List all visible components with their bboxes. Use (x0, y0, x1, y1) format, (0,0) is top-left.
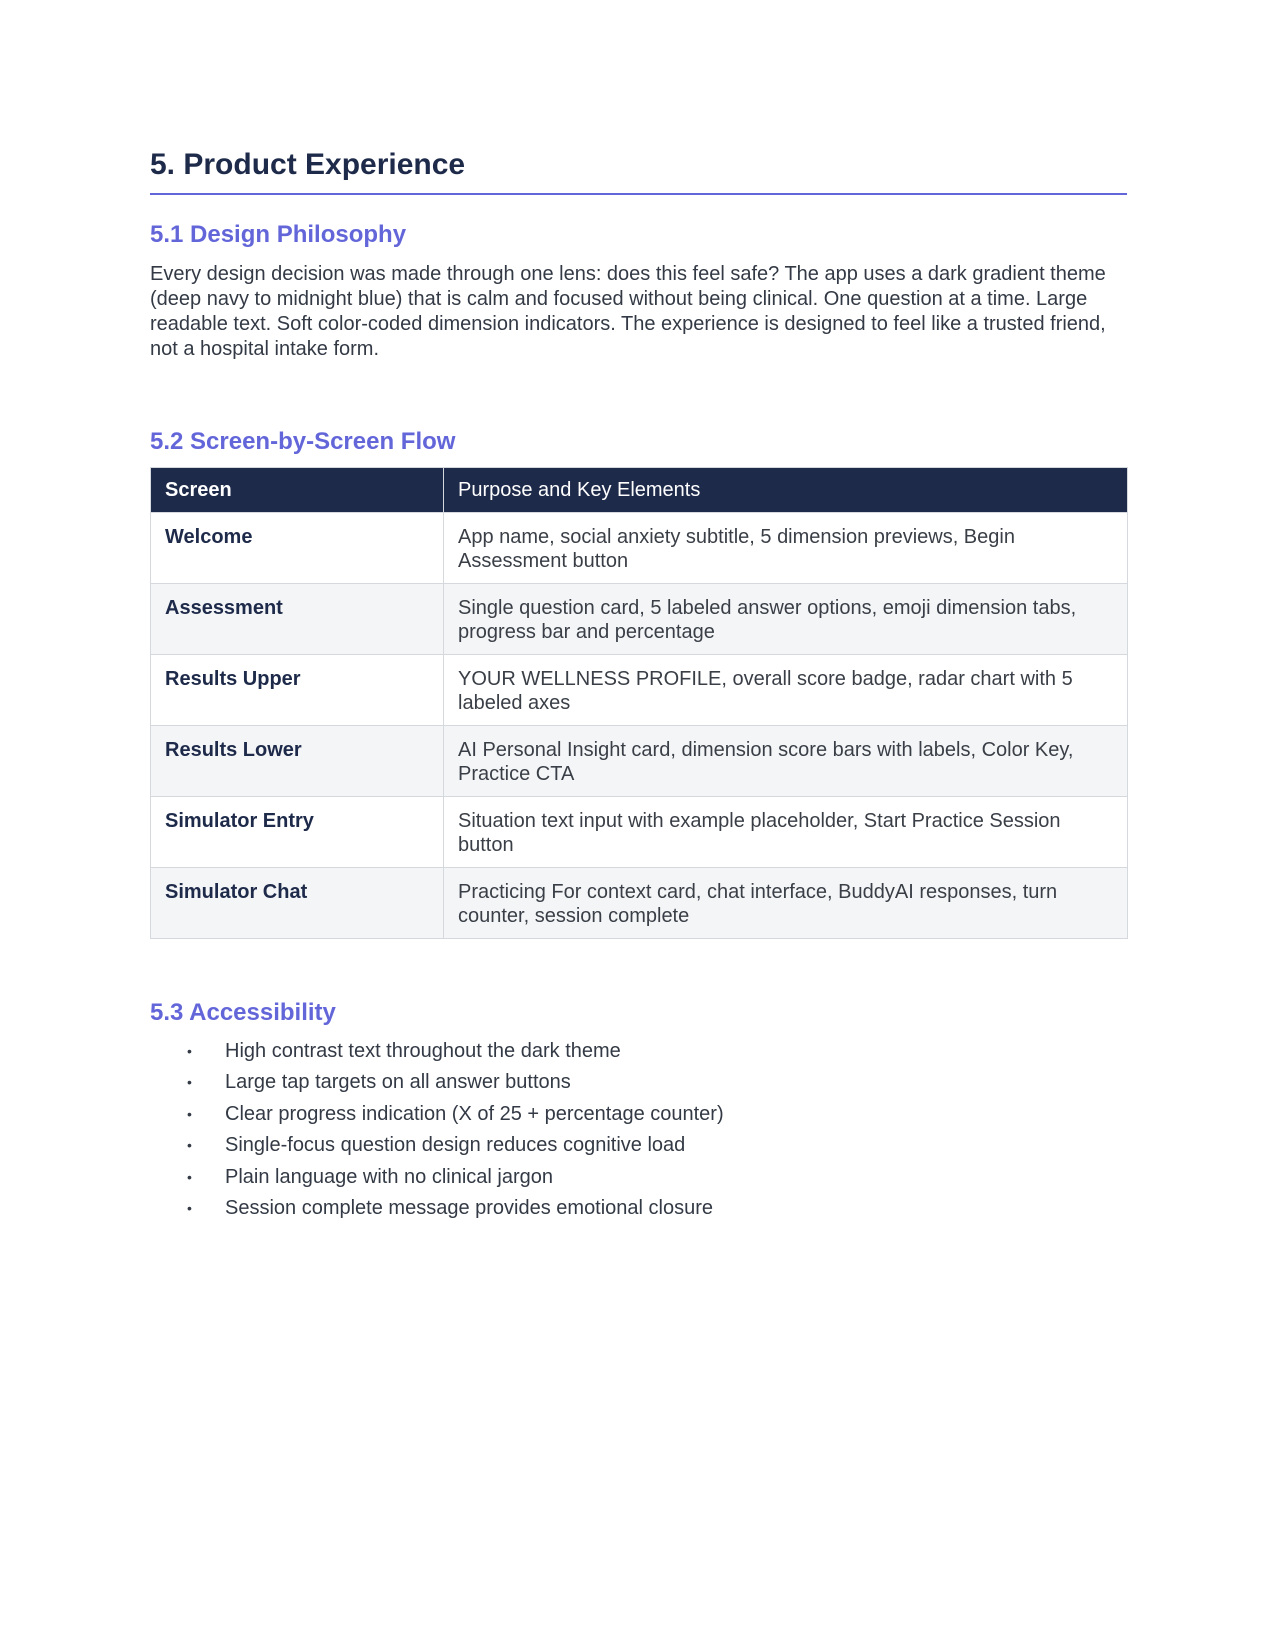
bullet-icon: • (187, 1199, 192, 1216)
list-item-text: Session complete message provides emotional closure (225, 1196, 714, 1219)
accessibility-heading: 5.3 Accessibility (150, 999, 336, 1026)
column-header-purpose: Purpose and Key Elements (444, 468, 1128, 513)
purpose-cell: AI Personal Insight card, dimension score bars with labels, Color Key, Practice CTA (444, 726, 1128, 797)
purpose-cell: YOUR WELLNESS PROFILE, overall score badge, radar chart with 5 labeled axes (444, 655, 1128, 726)
list-item-text: Single-focus question design reduces cognitive load (225, 1134, 686, 1157)
bullet-icon: • (187, 1074, 192, 1091)
list-item (150, 1130, 724, 1161)
screen-flow-heading: 5.2 Screen-by-Screen Flow (150, 428, 456, 455)
screen-cell: Assessment (151, 584, 444, 655)
list-item (150, 1099, 724, 1130)
list-item (150, 1036, 724, 1067)
list-item-text: Large tap targets on all answer buttons (225, 1071, 571, 1094)
list-item (150, 1162, 724, 1193)
bullet-icon: • (187, 1137, 192, 1154)
table-row (151, 584, 1128, 655)
title-divider (150, 193, 1127, 195)
screen-cell: Simulator Entry (151, 797, 444, 868)
list-item (150, 1193, 724, 1224)
table-row (151, 797, 1128, 868)
section-title: 5. Product Experience (150, 148, 466, 181)
bullet-icon: • (187, 1168, 192, 1185)
purpose-cell: Single question card, 5 labeled answer options, emoji dimension tabs, progress bar and percentage (444, 584, 1128, 655)
screen-cell: Results Upper (151, 655, 444, 726)
table-row (151, 513, 1128, 584)
screen-cell: Simulator Chat (151, 868, 444, 939)
purpose-cell: App name, social anxiety subtitle, 5 dimension previews, Begin Assessment button (444, 513, 1128, 584)
screen-flow-table (150, 467, 1128, 939)
column-header-screen: Screen (151, 468, 444, 513)
table-header-row (151, 468, 1128, 513)
list-item-text: High contrast text throughout the dark theme (225, 1040, 621, 1062)
bullet-icon: • (187, 1043, 192, 1059)
table-row (151, 655, 1128, 726)
design-philosophy-paragraph: Every design decision was made through one lens: does this feel safe? The app uses a dark gradient theme (deep navy to midnight blue) that is calm and focused without being clinical. One question at a time. Large readable text. Soft color-coded dimension indicators. The experience is designed to feel like a trusted friend, not a hospital intake form. (150, 263, 1106, 360)
list-item-text: Clear progress indication (X of 25 + percentage counter) (225, 1102, 724, 1125)
purpose-cell: Situation text input with example placeholder, Start Practice Session button (444, 797, 1128, 868)
list-item-text: Plain language with no clinical jargon (225, 1165, 553, 1188)
design-philosophy-heading: 5.1 Design Philosophy (150, 221, 407, 248)
screen-cell: Welcome (151, 513, 444, 584)
screen-cell: Results Lower (151, 726, 444, 797)
bullet-icon: • (187, 1105, 192, 1122)
table-row (151, 868, 1128, 939)
list-item (150, 1067, 724, 1098)
table-row (151, 726, 1128, 797)
accessibility-list (150, 1036, 724, 1224)
purpose-cell: Practicing For context card, chat interface, BuddyAI responses, turn counter, session complete (444, 868, 1128, 939)
